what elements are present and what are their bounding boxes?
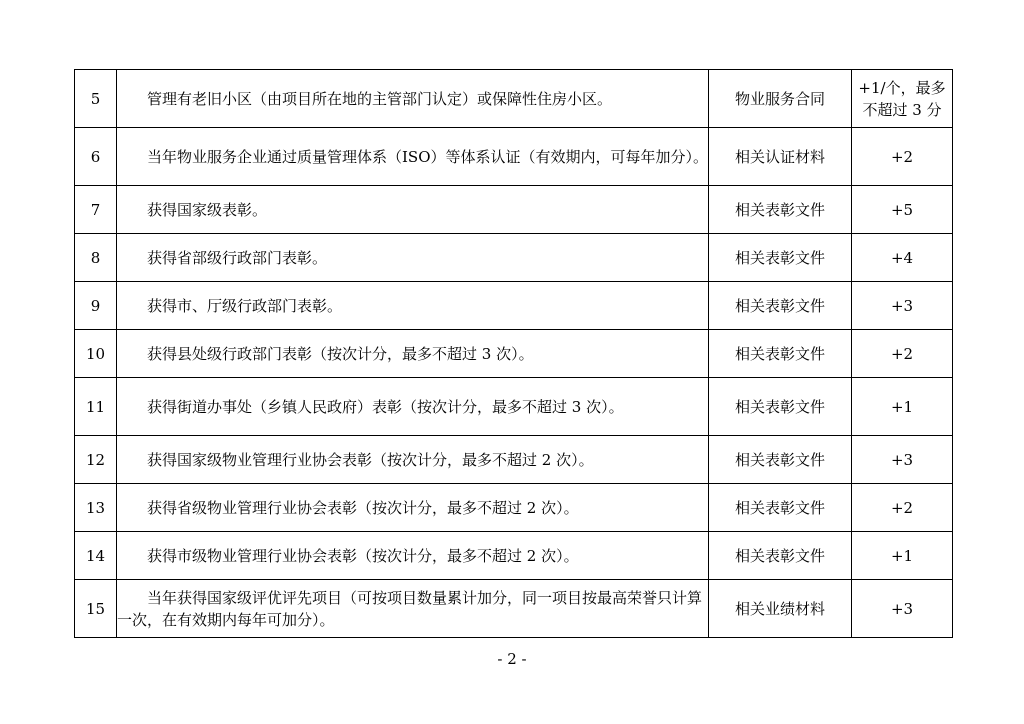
page-number: - 2 - bbox=[497, 650, 527, 668]
criteria-text-content: 获得市、厅级行政部门表彰。 bbox=[147, 296, 343, 315]
row-number: 5 bbox=[75, 70, 117, 128]
criteria-text-content: 当年获得国家级评优评先项目（可按项目数量累计加分，同一项目按最高荣誉只计算一次，在有效期内每年可加分）。 bbox=[117, 588, 703, 629]
row-number: 8 bbox=[75, 234, 117, 282]
supporting-material: 相关表彰文件 bbox=[709, 282, 852, 330]
supporting-material: 相关认证材料 bbox=[709, 128, 852, 186]
criteria-text bbox=[117, 128, 709, 186]
score-points: +1/个，最多不超过 3 分 bbox=[852, 70, 953, 128]
scoring-table bbox=[74, 69, 953, 638]
criteria-text bbox=[117, 330, 709, 378]
criteria-text bbox=[117, 234, 709, 282]
supporting-material: 相关表彰文件 bbox=[709, 186, 852, 234]
supporting-material: 相关表彰文件 bbox=[709, 436, 852, 484]
table-row bbox=[75, 580, 953, 638]
criteria-text-content: 获得省部级行政部门表彰。 bbox=[147, 248, 328, 267]
supporting-material: 物业服务合同 bbox=[709, 70, 852, 128]
criteria-text-content: 获得国家级表彰。 bbox=[147, 200, 268, 219]
criteria-text bbox=[117, 436, 709, 484]
supporting-material: 相关表彰文件 bbox=[709, 484, 852, 532]
table-row bbox=[75, 330, 953, 378]
score-points: +2 bbox=[852, 128, 953, 186]
row-number: 9 bbox=[75, 282, 117, 330]
table-row bbox=[75, 532, 953, 580]
score-points: +1 bbox=[852, 532, 953, 580]
criteria-text-content: 获得街道办事处（乡镇人民政府）表彰（按次计分，最多不超过 3 次）。 bbox=[147, 397, 624, 416]
table-row bbox=[75, 282, 953, 330]
criteria-text-content: 管理有老旧小区（由项目所在地的主管部门认定）或保障性住房小区。 bbox=[147, 89, 613, 108]
row-number: 12 bbox=[75, 436, 117, 484]
score-points: +3 bbox=[852, 282, 953, 330]
score-points: +3 bbox=[852, 580, 953, 638]
supporting-material: 相关业绩材料 bbox=[709, 580, 852, 638]
criteria-text-content: 获得国家级物业管理行业协会表彰（按次计分，最多不超过 2 次）。 bbox=[147, 450, 594, 469]
criteria-text bbox=[117, 580, 709, 638]
table-row bbox=[75, 378, 953, 436]
row-number: 10 bbox=[75, 330, 117, 378]
criteria-text bbox=[117, 70, 709, 128]
score-points: +2 bbox=[852, 484, 953, 532]
row-number: 15 bbox=[75, 580, 117, 638]
row-number: 14 bbox=[75, 532, 117, 580]
table-row bbox=[75, 436, 953, 484]
table-row bbox=[75, 128, 953, 186]
criteria-text bbox=[117, 282, 709, 330]
criteria-text-content: 获得省级物业管理行业协会表彰（按次计分，最多不超过 2 次）。 bbox=[147, 498, 579, 517]
row-number: 7 bbox=[75, 186, 117, 234]
criteria-text bbox=[117, 532, 709, 580]
supporting-material: 相关表彰文件 bbox=[709, 532, 852, 580]
supporting-material: 相关表彰文件 bbox=[709, 378, 852, 436]
supporting-material: 相关表彰文件 bbox=[709, 330, 852, 378]
score-points: +5 bbox=[852, 186, 953, 234]
score-points: +1 bbox=[852, 378, 953, 436]
table-row bbox=[75, 186, 953, 234]
score-points: +2 bbox=[852, 330, 953, 378]
supporting-material: 相关表彰文件 bbox=[709, 234, 852, 282]
criteria-text-content: 获得市级物业管理行业协会表彰（按次计分，最多不超过 2 次）。 bbox=[147, 546, 579, 565]
table-row bbox=[75, 70, 953, 128]
score-points: +3 bbox=[852, 436, 953, 484]
table-row bbox=[75, 484, 953, 532]
criteria-text-content: 当年物业服务企业通过质量管理体系（ISO）等体系认证（有效期内，可每年加分）。 bbox=[147, 147, 709, 166]
row-number: 11 bbox=[75, 378, 117, 436]
criteria-text bbox=[117, 186, 709, 234]
row-number: 13 bbox=[75, 484, 117, 532]
row-number: 6 bbox=[75, 128, 117, 186]
table-row bbox=[75, 234, 953, 282]
score-points: +4 bbox=[852, 234, 953, 282]
criteria-text bbox=[117, 484, 709, 532]
criteria-text bbox=[117, 378, 709, 436]
criteria-text-content: 获得县处级行政部门表彰（按次计分，最多不超过 3 次）。 bbox=[147, 344, 534, 363]
